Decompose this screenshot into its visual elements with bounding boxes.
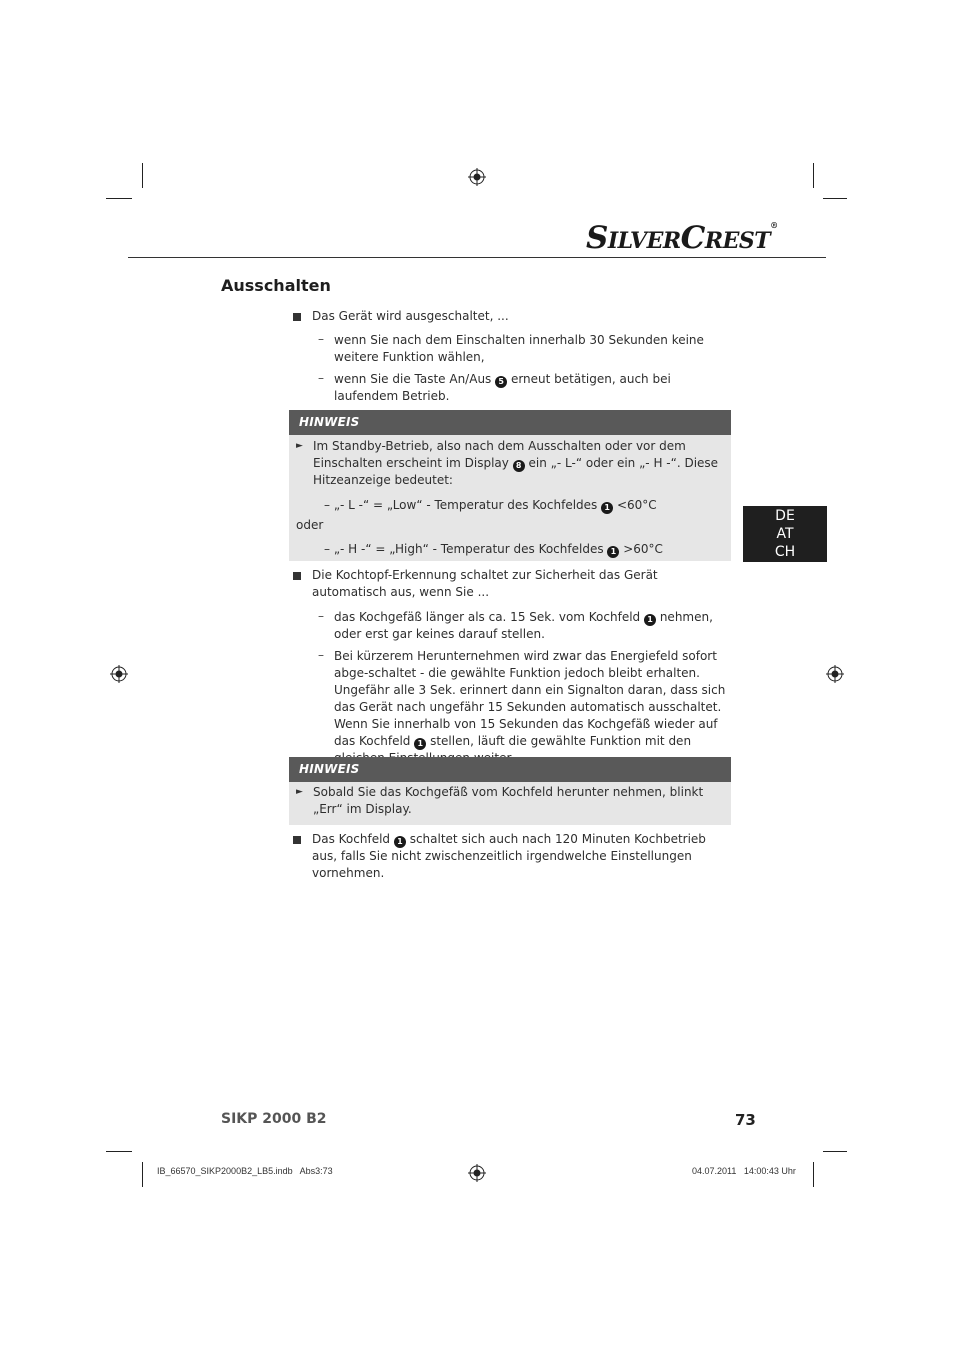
note-text: Sobald Sie das Kochgefäß vom Kochfeld herunter nehmen, blinkt „Err“ im Display. (313, 785, 704, 816)
brand-logo-text: REST (704, 228, 771, 254)
language-code: AT (776, 526, 794, 542)
text: <60°C (616, 498, 657, 512)
crop-mark (823, 1151, 847, 1152)
list-item (334, 609, 732, 643)
list-item: wenn Sie nach dem Einschalten innerhalb 30 Sekunden keine weitere Funktion wählen, (334, 333, 704, 364)
note-line (324, 497, 724, 514)
brand-logo (586, 220, 778, 256)
number-badge-icon: 1 (601, 502, 613, 514)
crop-mark (813, 163, 814, 188)
registered-mark: ® (770, 220, 778, 230)
paragraph (312, 831, 734, 882)
section-title: Ausschalten (221, 276, 331, 295)
note-line (324, 541, 724, 558)
text: ein „- L-“ oder ein „- H -“. Diese Hitzeanzeige bedeutet: (313, 456, 719, 487)
text: Bei kürzerem Herunternehmen wird zwar das Energiefeld sofort abge-schaltet - die gewählte Funktion jedoch bleibt erhalten. Ungefähr alle 3 Sek. erinnert dann ein Signalton daran, dass sich das Gerät nach ungefähr 15 Sekunden automatisch ausschaltet. Wenn Sie innerhalb von 15 Sekunden das Kochgefäß wieder auf das Kochfeld (334, 649, 726, 748)
bullet-square-icon (293, 836, 301, 844)
language-code: CH (774, 544, 796, 560)
list-item (334, 371, 730, 405)
arrow-right-icon: ► (296, 787, 303, 797)
language-tab (743, 506, 827, 562)
bullet-square-icon (293, 313, 301, 321)
crop-mark (823, 198, 847, 199)
brand-logo-letter: S (586, 220, 608, 256)
number-badge-icon: 1 (394, 836, 406, 848)
text: Im Standby-Betrieb, also nach dem Ausschalten oder vor dem Einschalten erscheint im Display (313, 439, 686, 470)
paragraph: Die Kochtopf-Erkennung schaltet zur Sicherheit das Gerät automatisch aus, wenn Sie ... (312, 568, 658, 599)
note-text (313, 438, 723, 489)
brand-logo-letter: C (680, 220, 705, 256)
text: nehmen, oder erst gar keines darauf stellen. (334, 610, 713, 641)
bullet-square-icon (293, 572, 301, 580)
registration-mark-icon (468, 168, 486, 186)
number-badge-icon: 5 (495, 376, 507, 388)
number-badge-icon: 1 (414, 738, 426, 750)
dash-bullet: – (318, 648, 324, 662)
text: >60°C (623, 542, 663, 556)
text: – „- H -“ = „High“ - Temperatur des Kochfeldes (324, 542, 604, 556)
page-number: 73 (735, 1111, 756, 1129)
note-heading: HINWEIS (289, 757, 731, 782)
note-heading: HINWEIS (289, 410, 731, 435)
text: erneut betätigen, auch bei laufendem Betrieb. (334, 372, 671, 403)
text: schaltet sich auch nach 120 Minuten Kochbetrieb aus, falls Sie nicht zwischenzeitlich irgendwelche Einstellungen vornehmen. (312, 832, 706, 880)
note-or: oder (296, 518, 324, 532)
language-code: DE (775, 508, 795, 524)
footer-model: SIKP 2000 B2 (221, 1111, 327, 1127)
text: – „- L -“ = „Low“ - Temperatur des Kochfeldes (324, 498, 598, 512)
print-slug-date: 04.07.2011 14:00:43 Uhr (692, 1166, 796, 1176)
text: Das Kochfeld (312, 832, 391, 846)
dash-bullet: – (318, 371, 324, 385)
header-rule (128, 257, 826, 258)
crop-mark (106, 198, 132, 199)
text: das Kochgefäß länger als ca. 15 Sek. vom Kochfeld (334, 610, 641, 624)
crop-mark (813, 1162, 814, 1187)
dash-bullet: – (318, 332, 324, 346)
print-slug-file: IB_66570_SIKP2000B2_LB5.indb Abs3:73 (157, 1166, 333, 1176)
crop-mark (142, 163, 143, 188)
arrow-right-icon: ► (296, 441, 303, 451)
text: stellen, läuft die gewählte Funktion mit den (430, 734, 692, 748)
crop-mark (106, 1151, 132, 1152)
number-badge-icon: 1 (607, 546, 619, 558)
number-badge-icon: 8 (513, 460, 525, 472)
dash-bullet: – (318, 609, 324, 623)
list-item (334, 648, 734, 767)
paragraph: Das Gerät wird ausgeschaltet, ... (312, 309, 509, 323)
registration-mark-icon (468, 1164, 486, 1182)
brand-logo-text: ILVER (607, 228, 681, 254)
crop-mark (142, 1162, 143, 1187)
registration-mark-icon (826, 665, 844, 683)
number-badge-icon: 1 (644, 614, 656, 626)
text: wenn Sie die Taste An/Aus (334, 372, 492, 386)
registration-mark-icon (110, 665, 128, 683)
